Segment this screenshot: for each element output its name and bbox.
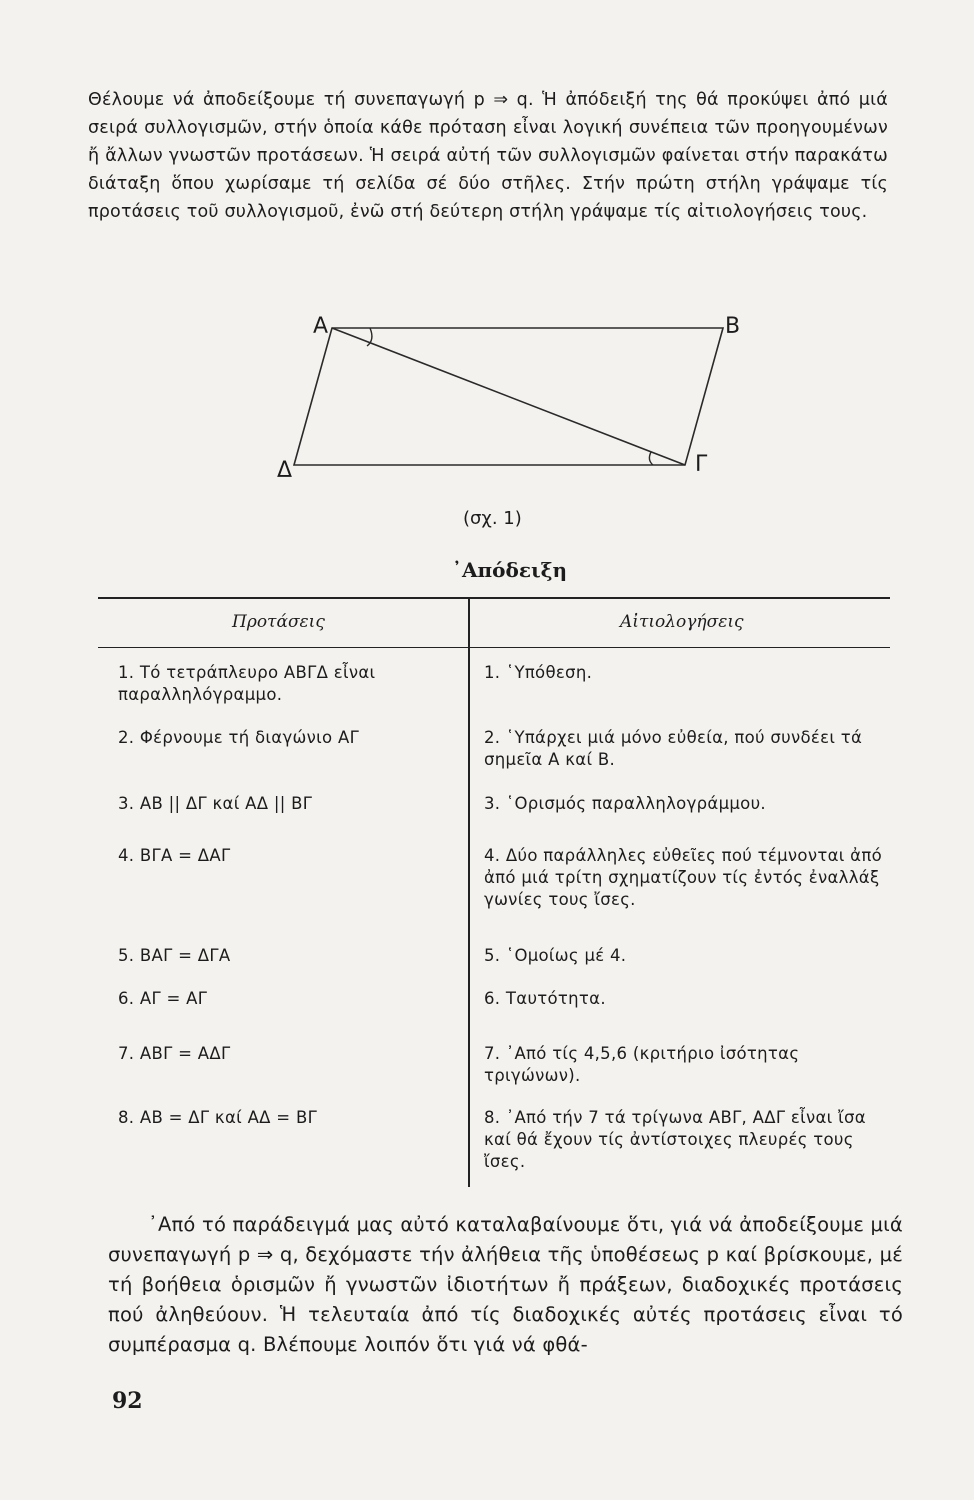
reason-7: 7. ᾿Από τίς 4,5,6 (κριτήριο ἰσότητας τριγώνων). bbox=[484, 1044, 800, 1085]
statement-1: 1. Τό τετράπλευρο ΑΒΓΔ εἶναι παραλληλόγραμμο. bbox=[118, 663, 376, 704]
table-column-separator bbox=[468, 597, 470, 1187]
parallelogram-drawing bbox=[275, 300, 755, 500]
reasons-column-header: Αἰτιολογήσεις bbox=[620, 612, 744, 632]
statement-5: 5. ΒΑΓ = ΔΓΑ bbox=[118, 946, 231, 965]
statement-3: 3. ΑΒ || ΔΓ καί ΑΔ || ΒΓ bbox=[118, 794, 313, 813]
intro-paragraph bbox=[88, 86, 888, 226]
statement-8: 8. ΑΒ = ΔΓ καί ΑΔ = ΒΓ bbox=[118, 1108, 318, 1127]
conclusion-text: ᾿Από τό παράδειγμά μας αὐτό καταλαβαίνουμε ὅτι, γιά νά ἀποδείξουμε μιά συνεπαγωγή p ⇒ q, δεχόμαστε τήν ἀλήθεια τῆς ὑποθέσεως p καί βρίσκουμε, μέ τή βοήθεια ὁρισμῶν ἤ γνωστῶν ἰδιοτήτων ἤ πράξεων, διαδοχικές προτάσεις πού ἀληθεύουν. Ἡ τελευταία ἀπό τίς διαδοχικές αὐτές προτάσεις εἶναι τό συμπέρασμα q. Βλέπουμε λοιπόν ὅτι γιά νά φθά- bbox=[108, 1213, 903, 1356]
statement-4: 4. ΒΓΑ = ΔΑΓ bbox=[118, 846, 231, 865]
reason-5: 5. ῾Ομοίως μέ 4. bbox=[484, 946, 627, 965]
intro-text: Θέλουμε νά ἀποδείξουμε τή συνεπαγωγή p ⇒ q. Ἡ ἀπόδειξή της θά προκύψει ἀπό μιά σειρά συλλογισμῶν, στήν ὁποία κάθε πρόταση εἶναι λογική συνέπεια τῶν προηγουμένων ἤ ἄλλων γνωστῶν προτάσεων. Ἡ σειρά αὐτή τῶν συλλογισμῶν φαίνεται στήν παρακάτω διάταξη ὅπου χωρίσαμε τή σελίδα σέ δύο στῆλες. Στήν πρώτη στήλη γράψαμε τίς προτάσεις τοῦ συλλογισμοῦ, ἐνῶ στή δεύτερη στήλη γράψαμε τίς αἰτιολογήσεις τους. bbox=[88, 90, 888, 222]
vertex-g-label: Γ bbox=[695, 452, 708, 477]
table-header-rule bbox=[98, 647, 890, 648]
reason-3: 3. ῾Ορισμός παραλληλογράμμου. bbox=[484, 794, 766, 813]
statement-6: 6. ΑΓ = ΑΓ bbox=[118, 989, 208, 1008]
vertex-a-label: Α bbox=[313, 314, 329, 339]
statements-column-header: Προτάσεις bbox=[232, 612, 325, 632]
reason-4: 4. Δύο παράλληλες εὐθεῖες πού τέμνονται ἀπό ἀπό μιά τρίτη σχηματίζουν τίς ἐντός ἐναλλάξ γωνίες τους ἴσες. bbox=[484, 846, 882, 909]
reason-6: 6. Ταυτότητα. bbox=[484, 989, 606, 1008]
diagonal-ag bbox=[332, 328, 685, 465]
table-top-rule bbox=[98, 597, 890, 599]
parallelogram-figure bbox=[275, 300, 755, 500]
angle-mark-g bbox=[649, 452, 653, 465]
vertex-d-label: Δ bbox=[277, 458, 293, 483]
vertex-b-label: Β bbox=[725, 314, 741, 339]
proof-title: ᾿Απόδειξη bbox=[452, 558, 568, 582]
conclusion-paragraph bbox=[108, 1210, 903, 1360]
figure-caption: (σχ. 1) bbox=[463, 508, 522, 529]
reason-2: 2. ῾Υπάρχει μιά μόνο εὐθεία, πού συνδέει τά σημεῖα Α καί Β. bbox=[484, 728, 863, 769]
statement-2: 2. Φέρνουμε τή διαγώνιο ΑΓ bbox=[118, 728, 360, 747]
statement-7: 7. ΑΒΓ = ΑΔΓ bbox=[118, 1044, 231, 1063]
reason-8: 8. ᾿Από τήν 7 τά τρίγωνα ΑΒΓ, ΑΔΓ εἶναι ἴσα καί θά ἔχουν τίς ἀντίστοιχες πλευρές τους ἴσες. bbox=[484, 1108, 866, 1171]
reason-1: 1. ῾Υπόθεση. bbox=[484, 663, 593, 682]
page-number: 92 bbox=[112, 1388, 143, 1414]
